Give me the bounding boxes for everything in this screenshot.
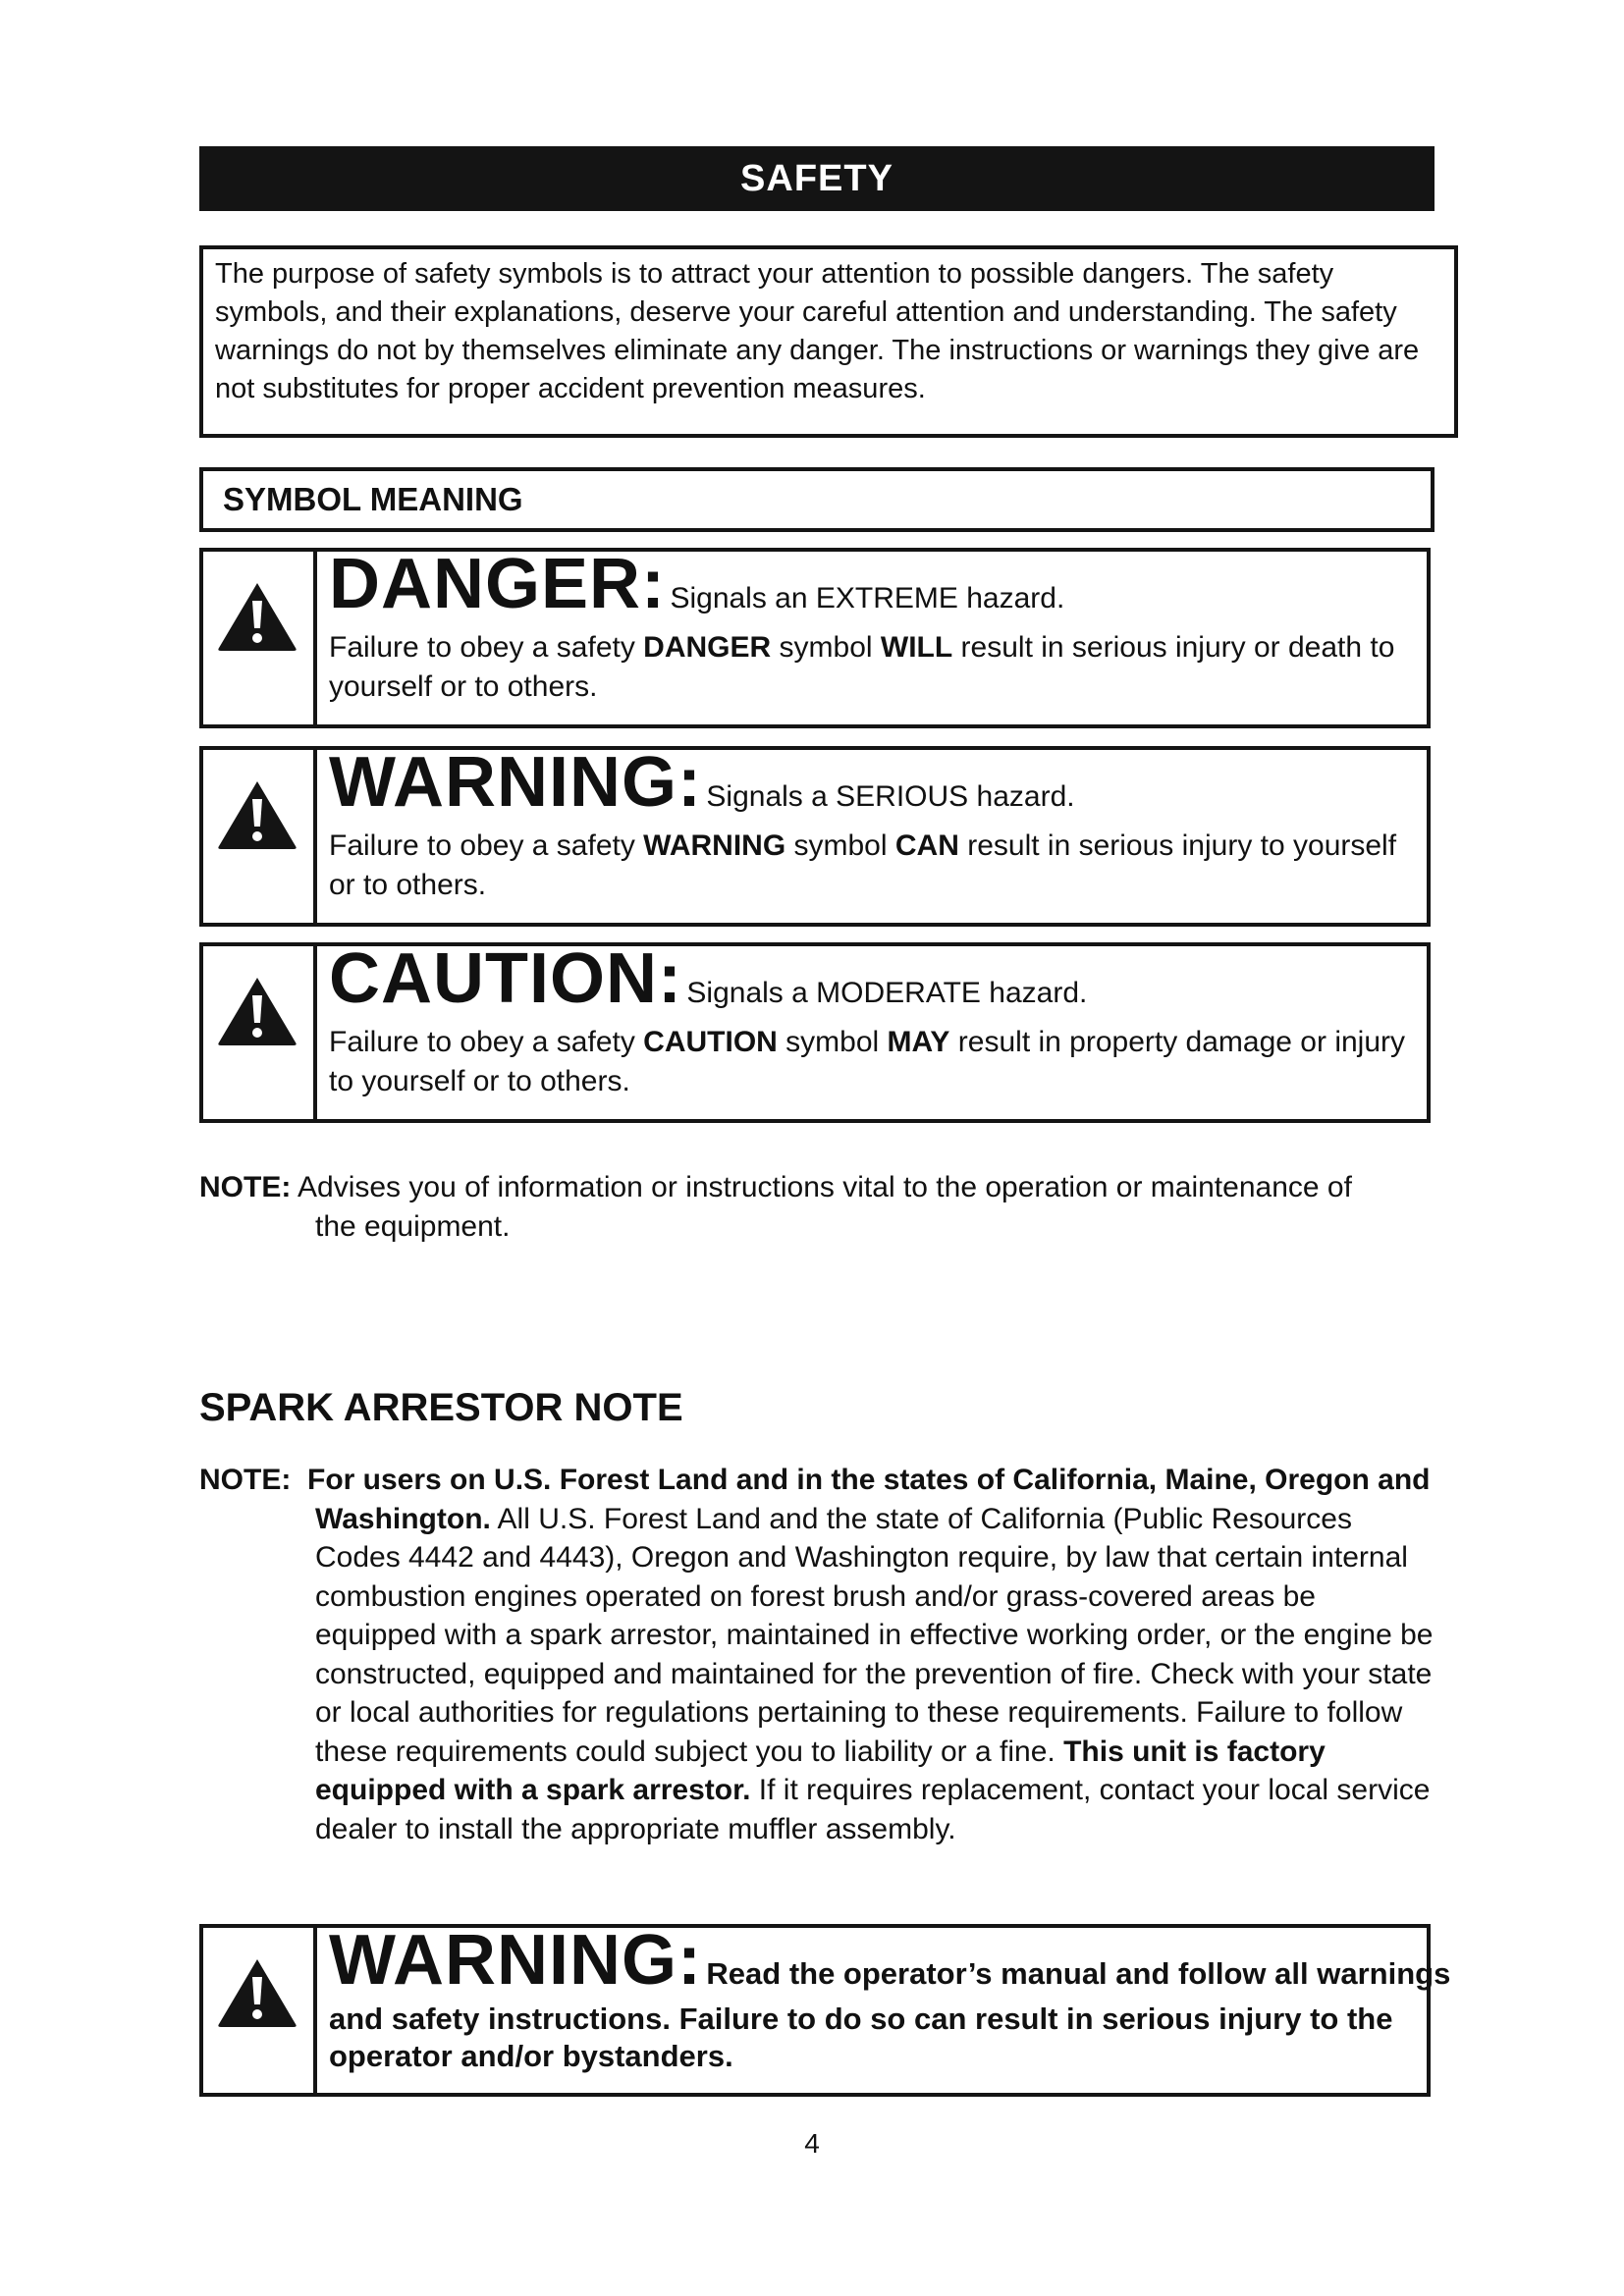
danger-desc-pre: Failure to obey a safety bbox=[329, 631, 644, 664]
final-warning-word: WARNING: bbox=[329, 1921, 702, 2000]
caution-desc-bold-1: CAUTION bbox=[643, 1026, 778, 1058]
caution-signal: Signals a MODERATE hazard. bbox=[686, 977, 1088, 1009]
section-header-safety: SAFETY bbox=[199, 146, 1435, 211]
warning-desc-post: result in serious injury to yourself or to others. bbox=[329, 829, 1397, 901]
warning-icon-cell bbox=[203, 750, 317, 923]
note-text-line-1: Advises you of information or instructions vital to the operation or maintenance of bbox=[291, 1171, 1352, 1203]
warning-desc-pre: Failure to obey a safety bbox=[329, 829, 644, 862]
spark-arrestor-heading: SPARK ARRESTOR NOTE bbox=[199, 1386, 683, 1429]
caution-word: CAUTION: bbox=[329, 939, 682, 1018]
spark-note-bold-lead-2: Washington. bbox=[315, 1502, 491, 1535]
warning-desc-bold-1: WARNING bbox=[643, 829, 786, 862]
final-warning-content bbox=[329, 1921, 1451, 2075]
note-label: NOTE: bbox=[199, 1171, 292, 1203]
danger-signal: Signals an EXTREME hazard. bbox=[670, 582, 1065, 614]
final-warning-box bbox=[199, 1921, 1451, 2097]
symbol-meaning-heading: SYMBOL MEANING bbox=[199, 467, 1435, 532]
caution-content bbox=[329, 939, 1417, 1101]
caution-description bbox=[329, 1023, 1417, 1101]
danger-content bbox=[329, 545, 1417, 707]
spark-note-bold-lead-1: For users on U.S. Forest Land and in the states of California, Maine, Oregon and bbox=[307, 1464, 1431, 1496]
danger-desc-bold-2: WILL bbox=[880, 631, 953, 664]
danger-icon-cell bbox=[203, 552, 317, 724]
warning-box bbox=[199, 743, 1431, 927]
warning-triangle-icon bbox=[215, 579, 299, 654]
intro-paragraph: The purpose of safety symbols is to attract your attention to possible dangers. The safety symbols, and their explanations, deserve your careful attention and understanding. The safety warnings do not by themselves eliminate any danger. The instructions or warnings they give are not substitutes for proper accident prevention measures. bbox=[199, 245, 1458, 438]
page-number: 4 bbox=[804, 2128, 820, 2159]
danger-desc-post: result in serious injury or death to yourself or to others. bbox=[329, 631, 1395, 703]
danger-desc-bold-1: DANGER bbox=[643, 631, 772, 664]
caution-desc-bold-2: MAY bbox=[887, 1026, 950, 1058]
note-paragraph bbox=[199, 1168, 1436, 1247]
warning-content bbox=[329, 743, 1417, 905]
final-warning-icon-cell bbox=[203, 1928, 317, 2093]
caution-desc-mid: symbol bbox=[777, 1026, 888, 1058]
warning-desc-mid: symbol bbox=[785, 829, 895, 862]
spark-arrestor-note bbox=[199, 1461, 1441, 1848]
caution-box bbox=[199, 939, 1431, 1123]
warning-description bbox=[329, 827, 1417, 905]
final-warning-text-1: Read the operator’s manual and follow all warnings bbox=[706, 1956, 1451, 1991]
caution-desc-post: result in property damage or injury to yourself or to others. bbox=[329, 1026, 1406, 1097]
spark-note-label: NOTE: bbox=[199, 1464, 292, 1496]
danger-description bbox=[329, 628, 1417, 707]
warning-desc-bold-2: CAN bbox=[894, 829, 959, 862]
caution-desc-pre: Failure to obey a safety bbox=[329, 1026, 644, 1058]
danger-desc-mid: symbol bbox=[771, 631, 881, 664]
spark-note-bold-mid: This unit is factory equipped with a spark arrestor. bbox=[315, 1735, 1326, 1806]
spark-note-body-2: If it requires replacement, contact your local service dealer to install the appropriate muffler assembly. bbox=[315, 1774, 1431, 1845]
warning-triangle-icon bbox=[215, 974, 299, 1048]
note-text-line-2: the equipment. bbox=[315, 1210, 511, 1243]
spark-note-body-1: All U.S. Forest Land and the state of California (Public Resources Codes 4442 and 4443), Oregon and Washington require, by law that certain internal combustion engines operated on forest brush and/or grass-covered areas be equipped with a spark arrestor, maintained in effective working order, or the engine be constructed, equipped and maintained for the prevention of fire. Check with your state or local authorities for regulations pertaining to these requirements. Failure to follow these requirements could subject you to liability or a fine. bbox=[315, 1502, 1434, 1768]
danger-box bbox=[199, 545, 1431, 728]
caution-icon-cell bbox=[203, 946, 317, 1119]
danger-word: DANGER: bbox=[329, 545, 666, 623]
warning-triangle-icon bbox=[215, 1955, 299, 2030]
warning-triangle-icon bbox=[215, 777, 299, 852]
spark-note-body bbox=[199, 1500, 1441, 1849]
warning-word: WARNING: bbox=[329, 743, 702, 822]
final-warning-text-2: and safety instructions. Failure to do so can result in serious injury to the operator and/or bystanders. bbox=[329, 2002, 1393, 2073]
warning-signal: Signals a SERIOUS hazard. bbox=[706, 780, 1075, 813]
